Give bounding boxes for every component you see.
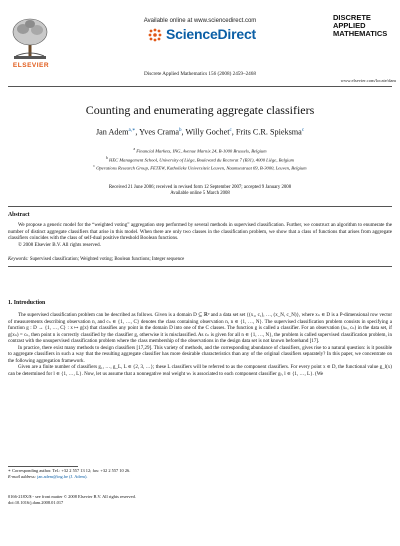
keywords-label: Keywords:: [8, 257, 29, 262]
affiliation-line: $^c$ Operations Research Group, FETEW, Katholieke Universiteit Leuven, Naamsestraat 69, B-3000, Leuven, Belgium: [93, 164, 307, 171]
received-dates: Received 21 June 2006; received in revised form 12 September 2007; accepted 9 January 2008: [108, 185, 292, 190]
corresponding-author-note: ∗ Corresponding author. Tel.: +32 2 557 13 12; fax: +32 2 557 10 26.: [8, 468, 131, 473]
available-date: Available online 5 March 2008: [170, 191, 230, 197]
abstract-bottom-divider: [8, 266, 392, 267]
author-name: Frits C.R. Spieksma: [235, 127, 302, 137]
doi-link[interactable]: doi:10.1016/j.dam.2008.01.017: [8, 499, 64, 505]
intro-paragraph: Given are a finite number of classifiers g₁, …, g_L, L ∈ {2, 3, …}; these L classifiers will be referred to as the component classifiers. For every point x ∈ D, the functional value g_l(x) can be determined for l ∈ {1, …, L}. Now, let us assume that a nonnegative real weight wₗ is associated to each component classifier gₗ, l ∈ {1, …, L}. (We: [8, 364, 392, 377]
author-name: Willy Gochet: [185, 127, 230, 137]
footnotes: [8, 468, 392, 480]
affiliation-line: $^b$ HEC Management School, University of Liège, Boulevard du Rectorat 7 (B31), 4000 Liège, Belgium: [106, 155, 294, 163]
available-online-text: Available online at www.sciencedirect.com: [143, 18, 257, 24]
author-name: Jan Adem: [95, 127, 129, 137]
article-title: Counting and enumerating aggregate classifiers: [85, 103, 315, 117]
publisher-name: ELSEVIER: [12, 62, 50, 69]
sciencedirect-logo-icon: [147, 27, 163, 43]
email-label: E-mail address:: [8, 473, 37, 479]
intro-paragraph: In practice, there exist many methods to design classifiers [17,29]. This variety of methods, and the corresponding abundance of classifiers, gives rise to a natural question: is it possible to aggregate classifiers in such a way that the resulting aggregate classifier has more desirable characteristics than any of the original classifiers separately? In this paper, we concentrate on the following aggregation framework.: [8, 344, 392, 364]
header-divider: [8, 86, 392, 87]
author-list: Jan Adem$^{a,∗}$, Yves Crama$^b$, Willy Gochet$^c$, Frits C.R. Spieksma$^c$: [95, 127, 305, 137]
journal-reference: Discrete Applied Mathematics 156 (2008) 2459–2468: [144, 71, 256, 77]
page-footer: [8, 494, 392, 506]
author-name: Yves Crama: [139, 127, 180, 137]
journal-title-line: MATHEMATICS: [333, 28, 388, 38]
abstract-heading: Abstract: [8, 212, 30, 218]
journal-title-block: [333, 14, 393, 37]
article-dates: [0, 185, 400, 198]
intro-paragraph: The supervised classification problem can be described as follows. Given is a domain D ⊆ ℝᵖ and a data set set {(x₁, c₁), …, (x_N, c_N)}, where xₙ ∈ D is a P-dimensional row vector of measurements describing observation n, and cₙ ∈ {1, …, C} denotes the class containing observation n, n ∈ {1, …, N}. The supervised classification problem consists in specifying a function g : D → {1, …, C} : x ↦ g(x) that classifies any point in the domain D into one of the C classes. The function g is called a classifier. For an observation (xₙ, cₙ) in the data set, if g(xₙ) = cₙ, then point n is correctly classified by the classifier g, otherwise it is misclassified. As cₙ is given for all n ∈ {1, …, N}, the problem is called supervised classification problem, in contrast with the unsupervised classification problem where the class membership of the observations in the design data set is not known beforehand [17].: [8, 312, 392, 344]
author-sup-link[interactable]: b: [179, 128, 182, 133]
abstract-body: [8, 222, 392, 248]
author-sup-link[interactable]: c: [301, 128, 305, 133]
affiliations: [20, 146, 380, 172]
author-sup-link[interactable]: a,∗: [128, 128, 136, 133]
sciencedirect-brand: ScienceDirect: [166, 26, 257, 42]
keywords-line: [8, 257, 392, 262]
email-link[interactable]: jan.adem@ing.be (J. Adem).: [37, 473, 88, 479]
introduction-body: [8, 312, 392, 377]
journal-title-line: DISCRETE: [333, 13, 371, 22]
author-sup-link[interactable]: c: [229, 128, 232, 133]
journal-title-line: APPLIED: [333, 20, 366, 30]
abstract-text: We propose a generic model for the “weighted voting” aggregation step performed by several methods in supervised classification. Further, we construct an algorithm to enumerate the number of distinct aggregate classifiers that arise in this model. When there are only two classes in the classification problem, we show that a class of functions that arises from aggregate classifiers coincides with the class of self-dual positive threshold Boolean functions.: [8, 222, 392, 241]
journal-url-link[interactable]: www.elsevier.com/locate/dam: [340, 78, 396, 83]
introduction-heading: 1. Introduction: [8, 300, 46, 306]
keywords-text: Supervised classification; Weighted voting; Boolean functions; Integer sequence: [29, 257, 185, 262]
issn-line: 0166-218X/$ - see front matter © 2008 Elsevier B.V. All rights reserved.: [8, 494, 136, 499]
abstract-top-divider: [8, 206, 392, 207]
email-note: [8, 474, 392, 480]
affiliation-line: $^a$ Financial Markets, ING, Avenue Marnix 24, B-1000 Brussels, Belgium: [133, 147, 267, 154]
abstract-copyright: © 2008 Elsevier B.V. All rights reserved.: [18, 241, 101, 248]
footnote-divider: [8, 466, 78, 467]
